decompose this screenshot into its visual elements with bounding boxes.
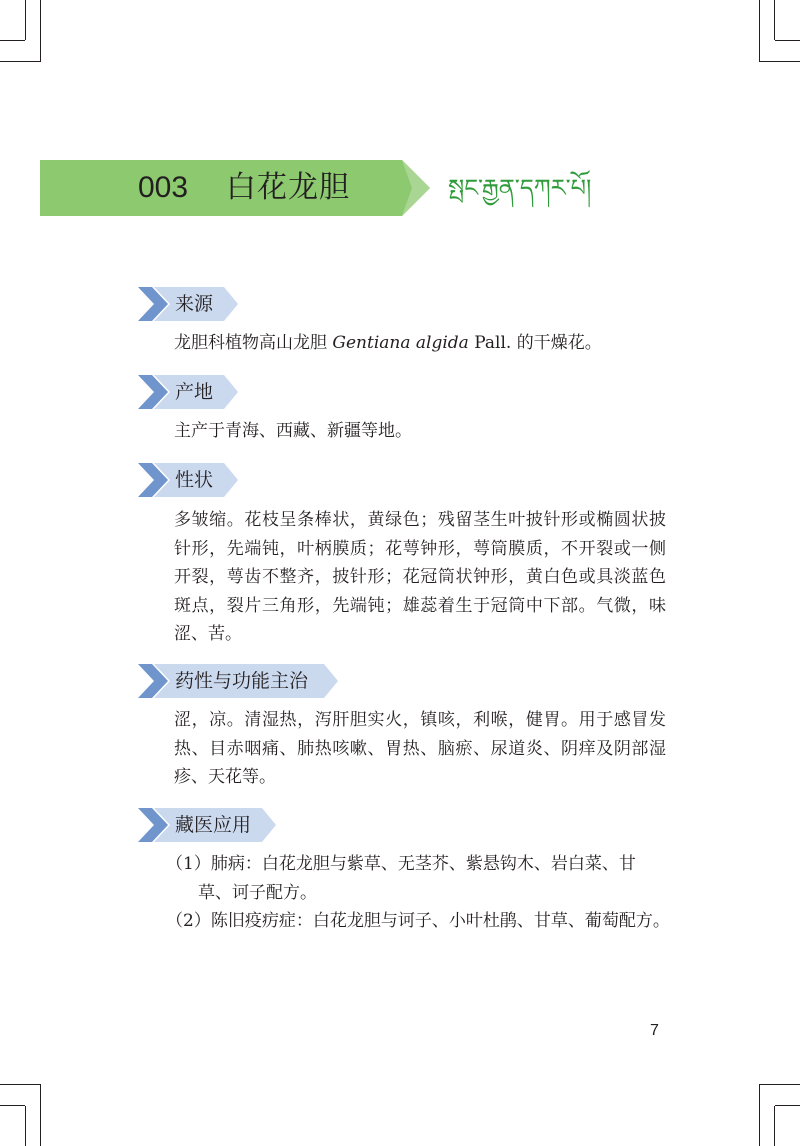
crop-mark [760,61,800,62]
entry-number: 003 [138,171,189,204]
section-header-tibetan-use [138,808,276,842]
traits-text: 多皱缩。花枝呈条棒状，黄绿色；残留茎生叶披针形或椭圆状披针形，先端钝，叶柄膜质；花萼钟形，萼筒膜质，不开裂或一侧开裂，萼齿不整齐，披针形；花冠筒状钟形，黄白色或具淡蓝色斑点，裂片三角形，先端钝；雄蕊着生于冠筒中下部。气微，味涩、苦。 [174,510,666,644]
section-header-origin [138,375,238,409]
entry-title: 白花龙胆 [226,170,350,205]
crop-mark [774,0,775,40]
tibetan-title: སྤང་རྒྱན་དཀར་པོ། [448,174,592,202]
section-header-source [138,287,238,321]
properties-text: 涩，凉。清湿热，泻肝胆实火，镇咳，利喉，健胃。用于感冒发热、目赤咽痛、肺热咳嗽、胃热、脑瘀、尿道炎、阴痒及阴部湿疹、天花等。 [174,710,666,787]
section-heading: 性状 [175,469,214,491]
section-heading: 药性与功能主治 [175,670,309,692]
origin-text: 主产于青海、西藏、新疆等地。 [174,421,412,441]
list-item: （1）肺病：白花龙胆与紫草、无茎芥、紫悬钩木、岩白菜、甘 草、诃子配方。 [166,854,636,903]
section-heading: 产地 [175,381,214,403]
section-heading: 藏医应用 [175,814,252,836]
title-banner [40,160,430,216]
crop-mark [775,40,800,41]
source-text: 龙胆科植物高山龙胆 Gentiana algida Pall. 的干燥花。 [174,333,602,353]
crop-mark [40,0,41,62]
crop-mark [0,40,25,41]
crop-mark [0,1105,25,1106]
crop-mark [25,0,26,40]
crop-mark [759,1084,760,1146]
crop-mark [40,1084,41,1146]
section-header-traits [138,463,238,497]
crop-mark [25,1106,26,1146]
crop-mark [775,1105,800,1106]
crop-mark [760,1084,800,1085]
crop-mark [774,1106,775,1146]
crop-mark [759,0,760,62]
section-heading: 来源 [175,293,214,315]
crop-mark [0,1084,40,1085]
list-item: （2）陈旧疫疠症：白花龙胆与诃子、小叶杜鹃、甘草、葡萄配方。 [166,911,670,931]
crop-mark [0,61,40,62]
page-number: 7 [650,1022,659,1039]
section-header-properties [138,664,338,698]
latin-name: Gentiana algida [332,333,469,353]
